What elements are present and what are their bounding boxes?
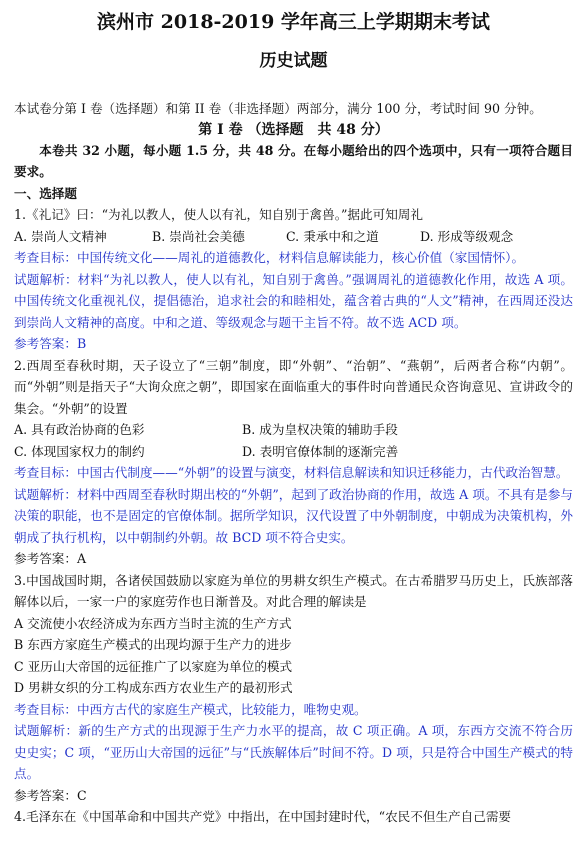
question-3-option-c: C 亚历山大帝国的远征推广了以家庭为单位的模式	[14, 658, 293, 674]
section-heading: 第 I 卷 （选择题 共 48 分）	[198, 121, 389, 138]
question-1-option-c: C. 秉承中和之道	[286, 228, 379, 244]
question-2-option-a: A. 具有政治协商的色彩	[14, 422, 145, 437]
question-3-answer: 参考答案：C	[14, 787, 87, 803]
question-1-analysis: 试题解析：材料“为礼以教人，使人以有礼，知自别于禽兽。”强调周礼的道德教化作用，故选 A 项。中国传统文化重视礼仪，提倡德治，追求社会的和睦相处，蕴含着古典的“人文”精神，在西周还没达到崇尚人文精神的高度。中和之道、等级观念与题干主旨不符。故不选 ACD 项。	[14, 271, 573, 330]
question-2-option-b: B. 成为皇权决策的辅助手段	[242, 422, 398, 437]
question-2-target: 考查目标：中国古代制度——“外朝”的设置与演变，材料信息解读和知识迁移能力，古代政治智慧。	[14, 465, 569, 480]
part-heading: 一、选择题	[14, 185, 77, 201]
question-3-stem: 3.中国战国时期，各诸侯国鼓励以家庭为单位的男耕女织生产模式。在古希腊罗马历史上，氏族部落解体以后，一家一户的家庭劳作也日渐普及。对此合理的解读是	[14, 572, 573, 609]
question-2-option-d: D. 表明官僚体制的逐渐完善	[242, 443, 399, 459]
question-1-target: 考查目标：中国传统文化——周礼的道德教化，材料信息解读能力，核心价值（家国情怀）。	[14, 250, 525, 265]
exam-title: 滨州市 2018-2019 学年高三上学期期末考试	[97, 11, 490, 33]
question-2-answer: 参考答案：A	[14, 551, 87, 566]
question-3-option-d: D 男耕女织的分工构成东西方农业生产的最初形式	[14, 680, 293, 695]
question-3-analysis: 试题解析：新的生产方式的出现源于生产力水平的提高，故 C 项正确。A 项，东西方交流不符合历史史实；C 项，“亚历山大帝国的远征”与“氏族解体后”时间不符。D 项，只是符合中国生产模式的特点。	[14, 723, 573, 781]
question-3-target: 考查目标：中西方古代的家庭生产模式，比较能力，唯物史观。	[14, 701, 367, 717]
question-3-option-a: A 交流使小农经济成为东西方当时主流的生产方式	[14, 615, 292, 631]
question-2-stem: 2.西周至春秋时期，天子设立了“三朝”制度，即“外朝”、“治朝”、“燕朝”，后两者合称“内朝”。而“外朝”则是指天子“大询众庶之朝”，即国家在面临重大的事件时向普通民众咨询意见、宣讲政令的集会。“外朝”的设置	[14, 357, 573, 416]
exam-subject: 历史试题	[259, 51, 328, 71]
question-1-option-d: D. 形成等级观念	[420, 228, 514, 244]
question-3-option-b: B 东西方家庭生产模式的出现均源于生产力的进步	[14, 637, 292, 652]
question-1-options	[14, 226, 573, 248]
question-2-options-row-1	[14, 419, 573, 441]
question-1-stem: 1.《礼记》曰：“为礼以教人，使人以有礼，知自别于禽兽。”据此可知周礼	[14, 207, 423, 222]
question-2-analysis: 试题解析：材料中西周至春秋时期出校的“外朝”，起到了政治协商的作用，故选 A 项。不具有是参与决策的职能，也不是固定的官僚体制。据所学知识，汉代设置了中外朝制度，中朝成为决策机构，外朝成了执行机构，以中朝制约外朝。故 BCD 项不符合史实。	[14, 486, 573, 545]
exam-intro: 本试卷分第 I 卷（选择题）和第 II 卷（非选择题）两部分，满分 100 分，考试时间 90 分钟。	[14, 101, 542, 116]
question-2-options-row-2	[14, 441, 573, 463]
section-instructions: 本卷共 32 小题，每小题 1.5 分，共 48 分。在每小题给出的四个选项中，只有一项符合题目要求。	[14, 142, 573, 179]
question-2-option-c: C. 体现国家权力的制约	[14, 443, 145, 459]
question-1-option-b: B. 崇尚社会美德	[152, 228, 245, 244]
question-1-answer: 参考答案：B	[14, 336, 87, 351]
question-1-option-a: A. 崇尚人文精神	[14, 228, 107, 244]
question-4-stem: 4.毛泽东在《中国革命和中国共产党》中指出，在中国封建时代，“农民不但生产自己需要	[14, 809, 512, 824]
